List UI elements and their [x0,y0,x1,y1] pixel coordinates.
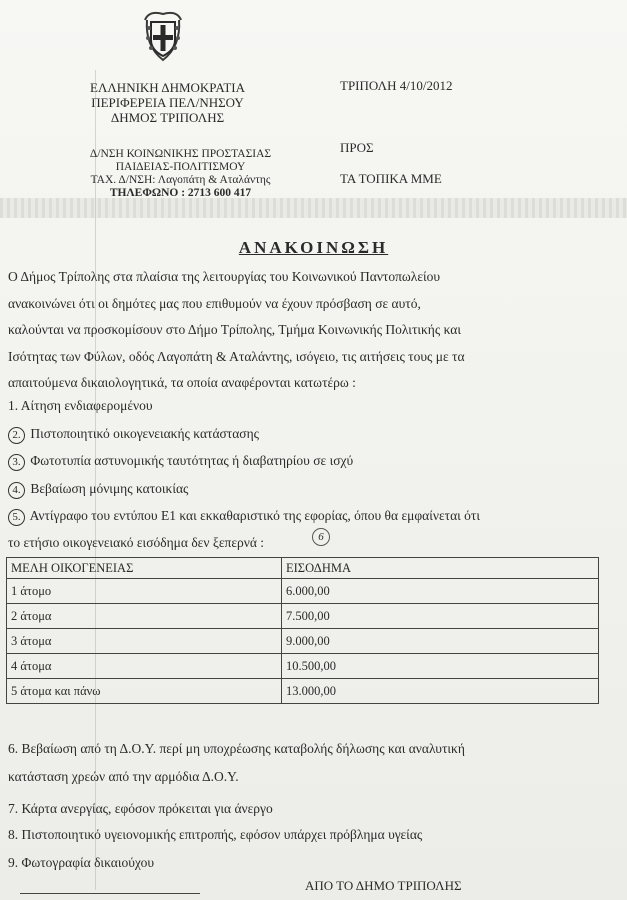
table-cell: 13.000,00 [282,679,599,704]
issuer-line: ΕΛΛΗΝΙΚΗ ΔΗΜΟΚΡΑΤΙΑ [90,80,245,95]
announcement-body [8,264,620,397]
table-row [7,629,599,654]
item-text: το ετήσιο οικογενειακό εισόδημα δεν ξεπερνά : [8,535,265,550]
issuer-block [80,80,255,125]
document-date: ΤΡΙΠΟΛΗ 4/10/2012 [340,78,453,93]
list-item: 8. Πιστοποιητικό υγειονομικής επιτροπής, εφόσον υπάρχει πρόβλημα υγείας [8,827,423,842]
table-cell: 6.000,00 [282,579,599,604]
item-text: Βεβαίωση μόνιμης κατοικίας [30,481,189,496]
body-line: καλούνται να προσκομίσουν στο Δήμο Τρίπολης, Τμήμα Κοινωνικής Πολιτικής και [8,322,461,337]
department-line: Δ/ΝΣΗ ΚΟΙΝΩΝΙΚΗΣ ΠΡΟΣΤΑΣΙΑΣ [89,148,272,160]
body-line: Ισότητας των Φύλων, οδός Λαγοπάτη & Αταλάντης, ισόγειο, τις αιτήσεις τους με τα [8,348,465,364]
table-row [7,654,599,679]
item-number: 3. [8,454,25,471]
list-item: 6. Βεβαίωση από τη Δ.Ο.Υ. περί μη υποχρέωσης καταβολής δήλωσης και αναλυτική [8,741,465,756]
department-line: ΠΑΙΔΕΙΑΣ-ΠΟΛΙΤΙΣΜΟΥ [115,161,246,173]
to-label: ΠΡΟΣ [340,140,374,155]
item-number: 1. [8,398,19,413]
table-row [7,604,599,629]
recipient: ΤΑ ΤΟΠΙΚΑ ΜΜΕ [340,171,442,186]
separator-line [20,893,200,894]
list-item [8,426,259,444]
department-block [78,148,283,200]
table-cell: 3 άτομα [7,629,282,654]
issuer-line: ΔΗΜΟΣ ΤΡΙΠΟΛΗΣ [110,110,225,125]
list-item [8,481,188,499]
address-line: ΤΑΧ. Δ/ΝΣΗ: Λαγοπάτη & Αταλάντης [90,174,271,186]
greek-coat-of-arms-icon [141,6,185,64]
item-text: Φωτοτυπία αστυνομικής ταυτότητας ή διαβατηρίου σε ισχύ [30,453,354,468]
item-number: 5. [8,509,25,526]
list-item: 9. Φωτογραφία δικαιούχου [8,855,155,870]
item-text: Πιστοποιητικό οικογενειακής κατάστασης [30,426,259,441]
column-header: ΕΙΣΟΔΗΜΑ [282,558,599,579]
table-cell: 5 άτομα και πάνω [7,679,282,704]
table-cell: 7.500,00 [282,604,599,629]
document-title: ΑΝΑΚΟΙΝΩΣΗ [238,238,389,257]
table-cell: 10.500,00 [282,654,599,679]
column-header: ΜΕΛΗ ΟΙΚΟΓΕΝΕΙΑΣ [7,558,282,579]
table-cell: 1 άτομο [7,579,282,604]
list-item: 7. Κάρτα ανεργίας, εφόσον πρόκειται για άνεργο [8,801,273,816]
item-number: 2. [8,427,25,444]
item-number: 4. [8,482,25,499]
handwritten-mark: 6 [312,528,330,546]
table-cell: 9.000,00 [282,629,599,654]
income-table [6,557,599,704]
signature: ΑΠΟ ΤΟ ΔΗΜΟ ΤΡΙΠΟΛΗΣ [305,878,462,893]
list-item-continuation [8,535,264,551]
table-cell: 4 άτομα [7,654,282,679]
item-text: Αίτηση ενδιαφερομένου [20,398,153,413]
table-header-row [7,558,599,579]
phone-line: ΤΗΛΕΦΩΝΟ : 2713 600 417 [109,187,252,199]
table-row [7,579,599,604]
list-item [8,398,153,414]
body-line: απαιτούμενα δικαιολογητικά, τα οποία αναφέρονται κατωτέρω : [8,375,356,390]
list-item [8,508,480,526]
table-cell: 2 άτομα [7,604,282,629]
body-line: Ο Δήμος Τρίπολης στα πλαίσια της λειτουργίας του Κοινωνικού Παντοπωλείου [8,269,441,284]
issuer-line: ΠΕΡΙΦΕΡΕΙΑ ΠΕΛ/ΝΗΣΟΥ [91,95,244,110]
body-line: ανακοινώνει ότι οι δημότες μας που επιθυμούν να έχουν πρόσβαση σε αυτό, [8,295,421,311]
table-row [7,679,599,704]
list-item [8,453,353,471]
list-item-continuation: κατάσταση χρεών από την αρμόδια Δ.Ο.Υ. [8,769,239,784]
item-text: Αντίγραφο του εντύπου Ε1 και εκκαθαριστικό της εφορίας, όπου θα εμφαίνεται ότι [29,508,480,523]
